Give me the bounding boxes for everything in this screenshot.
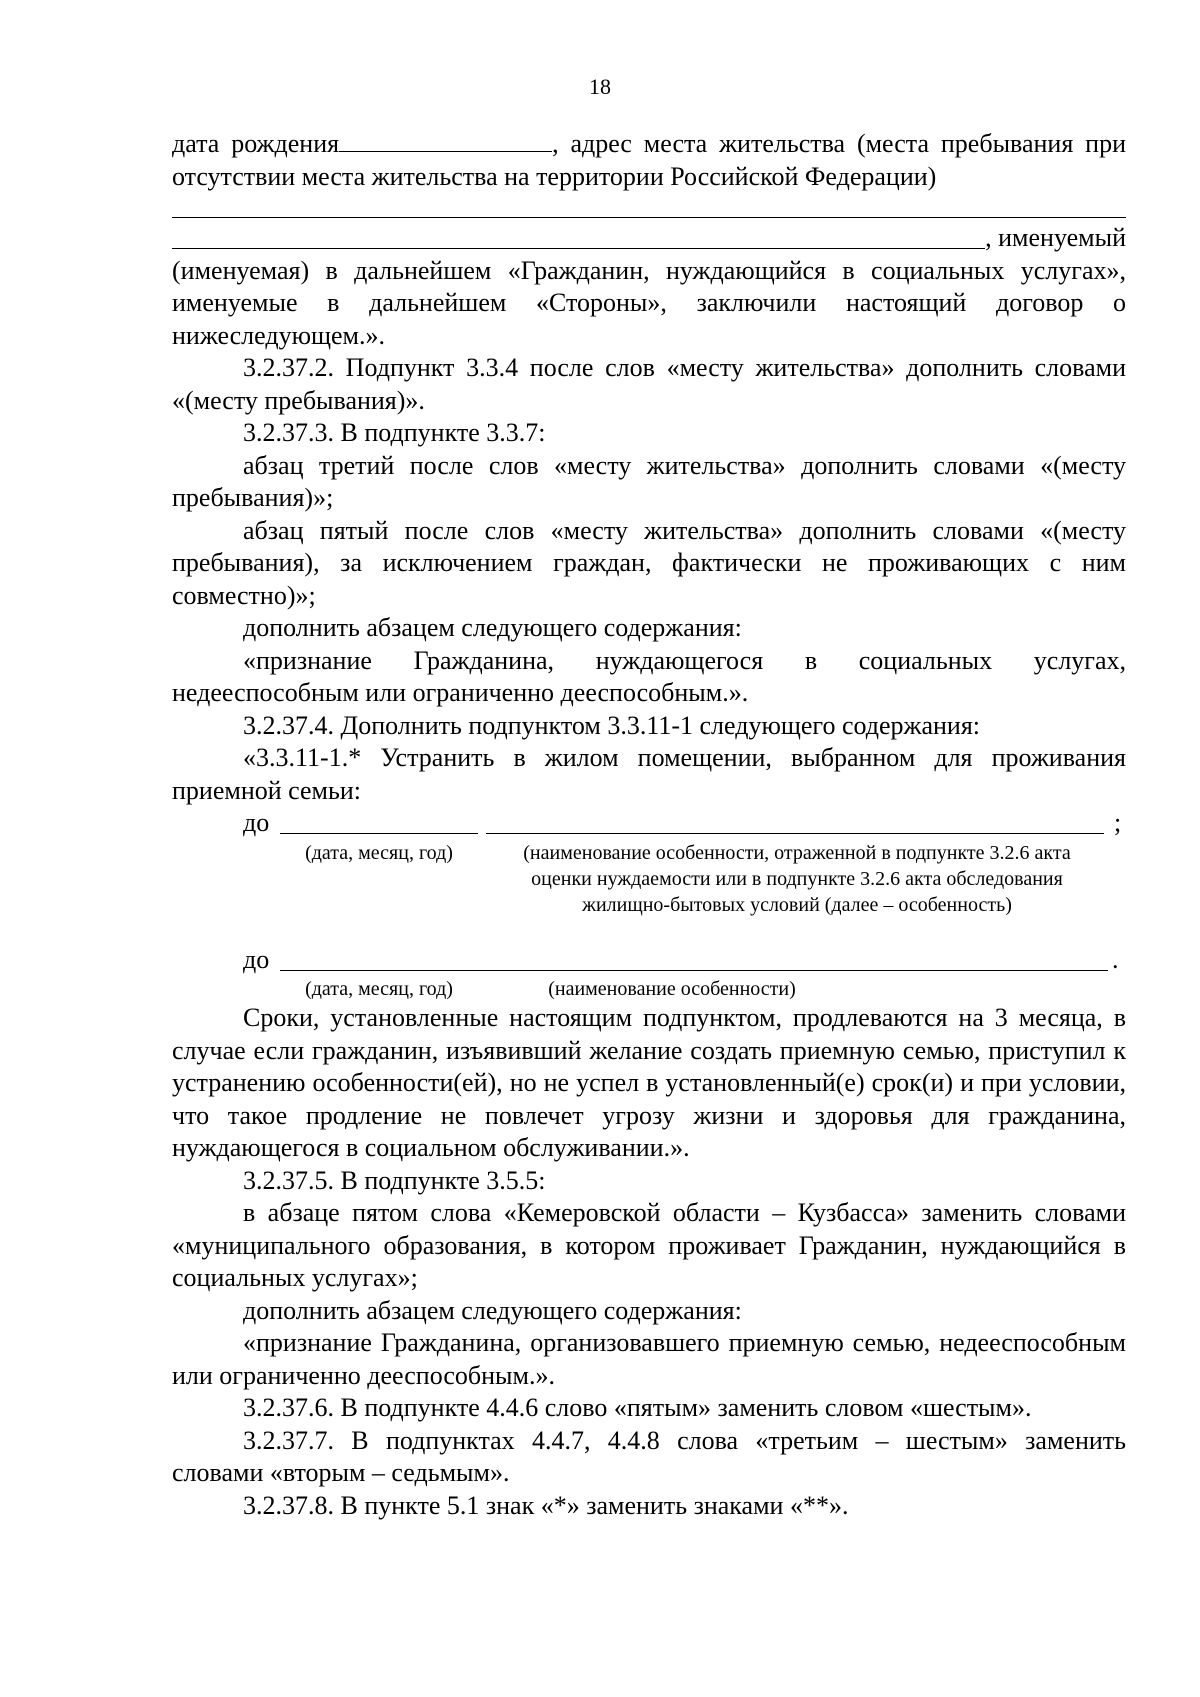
form-row-2 xyxy=(172,944,1126,977)
form-captions-1 xyxy=(172,840,1126,944)
page-number: 18 xyxy=(589,74,611,99)
form-row-1-end: ; xyxy=(1114,808,1122,837)
paragraph-3-2-37-6: 3.2.37.6. В подпункте 4.4.6 слово «пятым» заменить словом «шестым». xyxy=(243,1393,1032,1422)
address-text: , адрес места жительства (места пребывания при отсутствии места жительства на территории Российской Федерации) xyxy=(172,129,1126,191)
form-row-1-feature-blank xyxy=(486,833,1104,834)
paragraph-3-2-37-3: 3.2.37.3. В подпункте 3.3.7: xyxy=(243,418,546,447)
paragraph-abzac-tretiy: абзац третий после слов «месту жительства» дополнить словами «(месту пребывания)»; xyxy=(172,450,1126,512)
paragraph-dopolnit-1: дополнить абзацем следующего содержания: xyxy=(243,613,742,642)
address-blank-line xyxy=(172,193,1126,218)
named-paragraph: (именуемая) в дальнейшем «Гражданин, нуждающийся в социальных услугах», именуемые в дальнейшем «Стороны», заключили настоящий договор о нижеследующем.». xyxy=(172,255,1126,350)
document-body xyxy=(172,128,1126,1522)
address-blank-line-2 xyxy=(172,226,985,249)
caption-1-feature: (наименование особенности, отраженной в подпункте 3.2.6 акта оценки нуждаемости или в подпункте 3.2.6 акта обследования жилищно-бытовых условий (далее – особенность) xyxy=(523,841,1071,916)
form-row-2-label: до xyxy=(243,944,270,974)
birth-date-blank xyxy=(339,129,552,152)
form-row-1-label: до xyxy=(243,808,270,837)
paragraph-3-2-37-5: 3.2.37.5. В подпункте 3.5.5: xyxy=(243,1165,546,1195)
named-tail: , именуемый xyxy=(985,223,1126,252)
form-row-1 xyxy=(172,807,1126,840)
named-line xyxy=(172,222,1126,255)
caption-2-feature: (наименование особенности) xyxy=(548,978,796,1000)
caption-1-date: (дата, месяц, год) xyxy=(305,841,453,864)
paragraph-3-2-37-2: 3.2.37.2. Подпункт 3.3.4 после слов «месту жительства» дополнить словами «(месту пребывания)». xyxy=(172,353,1126,415)
form-row-2-end: . xyxy=(1112,944,1119,974)
paragraph-abzac-pyatom: в абзаце пятом слова «Кемеровской области – Кузбасса» заменить словами «муниципального образования, в котором проживает Гражданин, нуждающийся в социальных услугах»; xyxy=(172,1198,1126,1292)
paragraph-3-2-37-7: 3.2.37.7. В подпунктах 4.4.7, 4.4.8 слова «третьим – шестым» заменить словами «вторым – седьмым». xyxy=(172,1425,1126,1487)
paragraph-3-2-37-8: 3.2.37.8. В пункте 5.1 знак «*» заменить знаками «**». xyxy=(243,1490,849,1520)
paragraph-dopolnit-2: дополнить абзацем следующего содержания: xyxy=(243,1295,742,1325)
paragraph-priznanie-2: «признание Гражданина, организовавшего приемную семью, недееспособным или ограниченно дееспособным.». xyxy=(172,1328,1126,1390)
form-captions-2 xyxy=(172,976,1126,1002)
paragraph-3-2-37-4: 3.2.37.4. Дополнить подпунктом 3.3.11-1 следующего содержания: xyxy=(243,710,981,740)
caption-2-date: (дата, месяц, год) xyxy=(305,978,453,1000)
form-row-1-date-blank xyxy=(280,833,478,834)
form-row-2-blank xyxy=(280,970,1108,971)
intro-birth-address xyxy=(172,128,1126,193)
paragraph-sroki: Сроки, установленные настоящим подпунктом, продлеваются на 3 месяца, в случае если гражданин, изъявивший желание создать приемную семью, приступил к устранению особенности(ей), но не успел в установленный(е) срок(и) и при условии, что такое продление не повлечет угрозу жизни и здоровья для гражданина, нуждающегося в социальном обслуживании.». xyxy=(172,1003,1126,1162)
paragraph-abzac-pyatyy: абзац пятый после слов «месту жительства» дополнить словами «(месту пребывания), за исключением граждан, фактически не проживающих с ним совместно)»; xyxy=(172,515,1126,610)
birth-date-label: дата рождения xyxy=(172,129,340,158)
paragraph-3-3-11-1: «3.3.11-1.* Устранить в жилом помещении, выбранном для проживания приемной семьи: xyxy=(172,743,1126,805)
paragraph-priznanie-1: «признание Гражданина, нуждающегося в социальных услугах, недееспособным или ограниченно дееспособным.». xyxy=(172,645,1126,707)
